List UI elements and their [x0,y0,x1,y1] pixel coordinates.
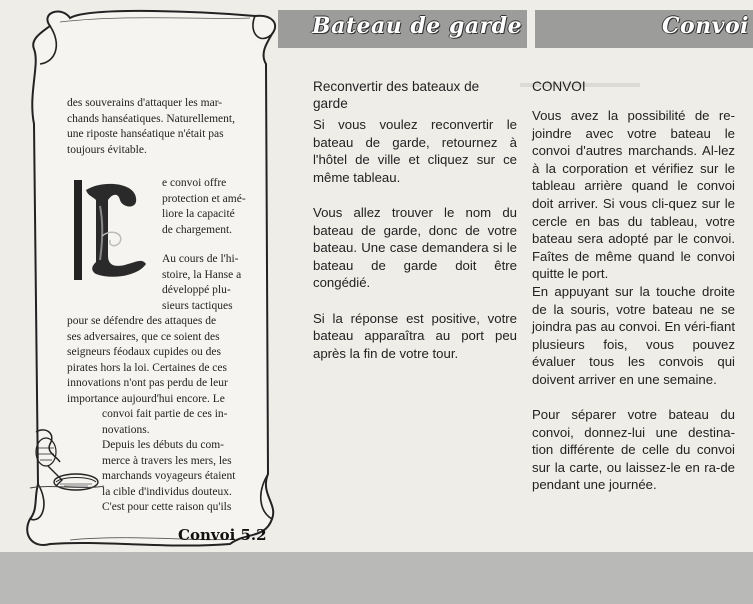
header-divider [527,10,535,48]
text-line: protection et amé- [162,192,246,205]
scroll-panel [10,4,288,554]
text-line: novations. [102,423,150,436]
text-line: Au cours de l'hi- [162,253,239,265]
text-line: la cible d'individus douteux. [102,485,232,498]
text-line: pirates hors la loi. Certaines de ces [67,361,227,374]
header-title-bateau-de-garde: Bateau de garde [312,13,523,39]
text-line: chands hanséatiques. Naturellement, [67,112,235,125]
scroll-paragraph-3 [162,252,250,314]
text-line: stoire, la Hanse a [162,268,242,281]
text-line: importance aujourd'hui encore. Le [67,392,225,405]
text-line: développé plu- [162,284,231,296]
text-line: toujours évitable. [67,143,147,156]
text-line: seigneurs féodaux cupides ou des [67,346,221,358]
text-line: marchands voyageurs étaient [102,470,236,482]
section-heading-reconvertir: Reconvertir des bateaux de garde [313,79,480,111]
text-line: C'est pour cette raison qu'ils [102,501,232,513]
right-paragraph-1: Vous avez la possibilité de re-joindre avec votre bateau le convoi d'autres marchands. Al-lez à la corporation et vérifiez sur le tableau arrière quand le convoi doit arriver. Si vous cli-quez sur le cercle en bas du tableau, votre bateau sera adopté par le convoi. Faîtes de même quand le convoi quitte le port. [532,108,735,282]
text-line: e convoi offre [162,177,227,189]
text-line: innovations n'ont pas perdu de leur [67,377,228,389]
right-paragraph-2: En appuyant sur la touche droite de la souris, votre bateau ne se joindra pas au convoi. En véri-fiant plusieurs fois, vous pouvez évaluer tous les convois qui doivent arriver en une semaine. [532,283,735,387]
scroll-paragraph-4 [67,314,249,407]
middle-paragraph-1: Si vous voulez reconvertir le bateau de garde, retournez à l'hôtel de ville et cliquez sur ce même tableau. [313,117,517,185]
text-line: pour se défendre des attaques de [67,315,217,327]
drop-cap-l [72,176,152,286]
bottom-band [0,552,753,604]
section-heading-convoi: CONVOI [532,79,586,94]
text-line: liore la capacité [162,208,235,220]
text-line: Depuis les débuts du com- [102,439,225,451]
text-line: sieurs tactiques [162,299,233,312]
header-title-convoi: Convoi [662,13,749,39]
text-line: de chargement. [162,223,233,236]
text-line: des souverains d'attaquer les mar- [67,97,223,109]
text-line: convoi fait partie de ces in- [102,408,228,420]
right-column [532,78,735,494]
scroll-paragraph-5 [102,407,249,438]
scroll-dropcap-paragraph [162,176,250,238]
scroll-paragraph-6 [102,438,249,516]
text-line: une riposte hanséatique n'était pas [67,128,224,140]
text-line: ses adversaires, que ce soient des [67,330,220,343]
text-line: merce à travers les mers, les [102,454,232,467]
middle-paragraph-2: Vous allez trouver le nom du bateau de garde, donc de votre bateau. Une case demandera si le bateau de garde doit être congédié. [313,204,517,291]
section-label-convoi-5-2: Convoi 5.2 [178,526,267,544]
scroll-paragraph-1 [67,96,249,158]
right-paragraph-3: Pour séparer votre bateau du convoi, donnez-lui une destina-tion différente de celle du convoi sur la carte, ou laissez-le en ra-de pendant une journée. [532,407,735,493]
middle-paragraph-3: Si la réponse est positive, votre bateau apparaîtra au port peu après la fin de votre tour. [313,310,517,361]
middle-column [313,78,517,362]
merchant-illustration-icon [26,422,106,500]
